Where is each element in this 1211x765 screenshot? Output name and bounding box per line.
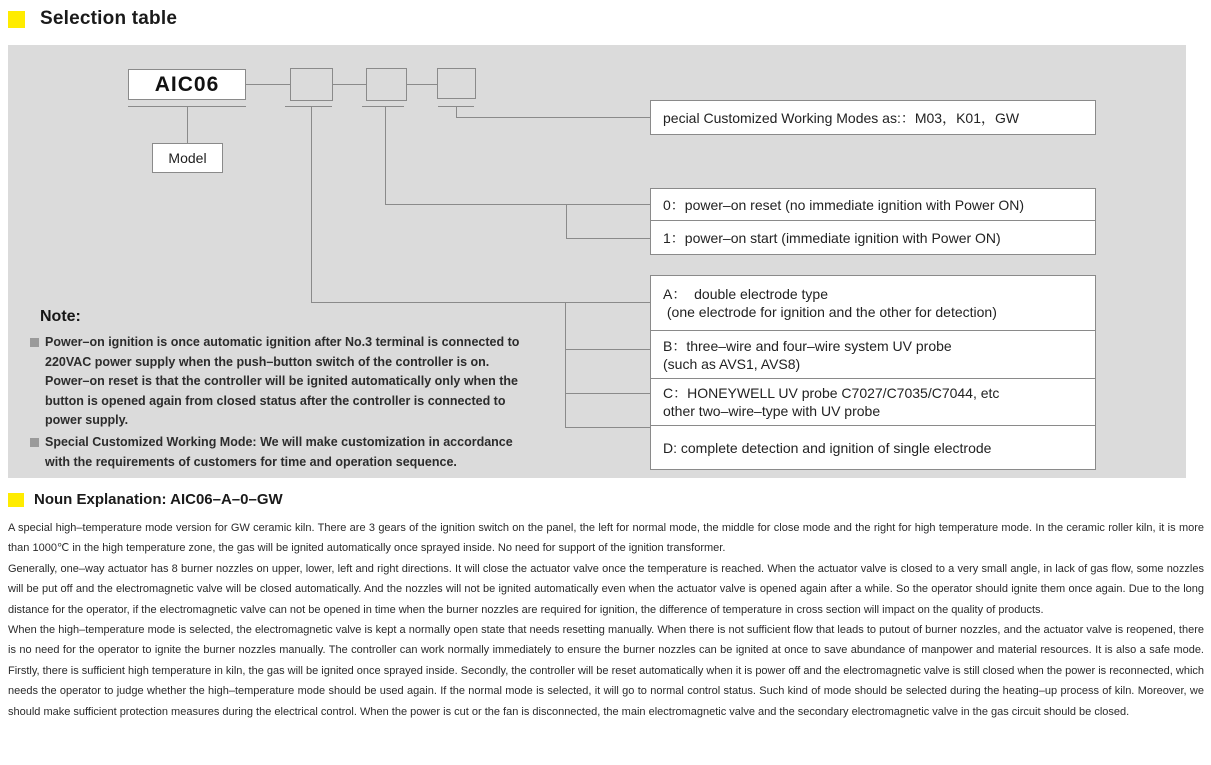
power-option-1-box	[650, 220, 1096, 255]
connector-line	[456, 117, 650, 118]
connector-line	[246, 84, 290, 85]
model-label-box: Model	[152, 143, 223, 173]
detection-option-b-line2: (such as AVS1, AVS8)	[663, 355, 801, 372]
detection-option-a-line1: A： double electrode type	[663, 286, 828, 302]
body-paragraph: Generally, one–way actuator has 8 burner nozzles on upper, lower, left and right directions. It will close the actuator valve once the temperature is reached. When the actuator valve is closed to a very small angle, in lack of gas flow, some nozzles will be put off and the electromagnetic valve will be closed automatically. And the nozzles will not be ignited automatically even when the actuator valve is opened again after a while. So the operator should ignite them once again. Due to the long distance for the operator, if the electromagnetic valve can not be opened in time when the burner nozzles are required for ignition, the difference of temperature in cross section will impact on the quality of products.	[8, 562, 1204, 616]
connector-line	[456, 107, 457, 117]
note-item-text: Special Customized Working Mode: We will make customization in accordance with the requirements of customers for time and operation sequence.	[45, 434, 513, 469]
connector-line	[566, 204, 567, 238]
selection-table-header	[8, 8, 177, 30]
underline-digit-2	[362, 106, 404, 107]
detection-option-a-line2: (one electrode for ignition and the other for detection)	[663, 304, 997, 320]
detection-option-d-line1: D: complete detection and ignition of single electrode	[663, 439, 992, 456]
square-bullet-icon	[30, 338, 39, 347]
note-item	[30, 333, 524, 431]
note-item-text: Power–on ignition is once automatic ignition after No.3 terminal is connected to 220VAC power supply when the push–button switch of the controller is on. Power–on reset is that the controller will be ignited automatically only when the button is opened again from closed status after the controller is connected to power supply.	[45, 335, 520, 428]
detection-option-a-box	[650, 275, 1096, 331]
connector-line	[565, 393, 650, 394]
connector-line	[333, 84, 366, 85]
note-item	[30, 433, 524, 472]
model-code-box: AIC06	[128, 69, 246, 100]
note-block	[30, 308, 524, 474]
body-paragraph: A special high–temperature mode version for GW ceramic kiln. There are 3 gears of the ignition switch on the panel, the left for normal mode, the middle for close mode and the right for high temperature mode. In the ceramic roller kiln, it is more than 1000℃ in the high temperature zone, the gas will be ignited automatically once sprayed inside. No need for support of the ignition transformer.	[8, 522, 1204, 555]
code-digit-box-1	[290, 68, 333, 101]
yellow-square-icon	[8, 493, 24, 507]
detection-option-c-line2: other two–wire–type with UV probe	[663, 403, 881, 419]
special-modes-text: pecial Customized Working Modes as:：M03，K01，GW	[663, 109, 1020, 126]
code-digit-box-2	[366, 68, 407, 101]
code-digit-box-3	[437, 68, 476, 99]
detection-option-c-box	[650, 378, 1096, 426]
connector-line	[565, 349, 650, 350]
connector-line	[565, 427, 650, 428]
connector-line	[187, 107, 188, 143]
connector-line	[385, 204, 650, 205]
connector-line	[566, 238, 650, 239]
section-title: Selection table	[40, 8, 178, 29]
power-option-1-text: 1：power–on start (immediate ignition with Power ON)	[663, 229, 1001, 246]
detection-option-d-box	[650, 425, 1096, 470]
underline-digit-1	[285, 106, 332, 107]
special-modes-box	[650, 100, 1096, 135]
square-bullet-icon	[30, 438, 39, 447]
connector-line	[407, 84, 437, 85]
power-option-0-text: 0：power–on reset (no immediate ignition with Power ON)	[663, 196, 1025, 213]
connector-line	[565, 302, 566, 427]
noun-explanation-body	[8, 518, 1204, 722]
detection-option-b-box	[650, 330, 1096, 379]
detection-option-c-line1: C：HONEYWELL UV probe C7027/C7035/C7044, etc	[663, 385, 1000, 401]
connector-line	[311, 107, 312, 302]
noun-explanation-title: Noun Explanation: AIC06–A–0–GW	[34, 491, 283, 508]
yellow-square-icon	[8, 11, 25, 28]
note-heading: Note:	[40, 308, 81, 325]
connector-line	[385, 107, 386, 204]
power-option-0-box	[650, 188, 1096, 221]
body-paragraph: When the high–temperature mode is selected, the electromagnetic valve is kept a normally open state that needs resetting manually. When there is not sufficient flow that leads to putout of burner nozzles, and the actuator valve is reopened, there is no need for the operator to ignite the burner nozzles manually. The controller can work normally immediately to ensure the burner nozzles can be ignited at once to save abundance of manpower and material resources. It is also a safe mode. Firstly, there is sufficient high temperature in kiln, the gas will be ignited once sprayed inside. Secondly, the controller will be reset automatically when it is power off and the electromagnetic valve is still closed when the power is reconnected, which needs the operator to judge whether the high–temperature mode should be used again. If the normal mode is selected, it will go to normal control status. Such kind of mode should be selected during the heating–up process of kiln. Moreover, we should make sufficient protection measures during the electrical control. When the power is cut or the fan is disconnected, the main electromagnetic valve and the secondary electromagnetic valve in the gas circuit should be closed.	[8, 624, 1204, 718]
detection-option-b-line1: B：three–wire and four–wire system UV probe	[663, 337, 952, 354]
noun-explanation-header	[8, 491, 283, 508]
connector-line	[311, 302, 650, 303]
